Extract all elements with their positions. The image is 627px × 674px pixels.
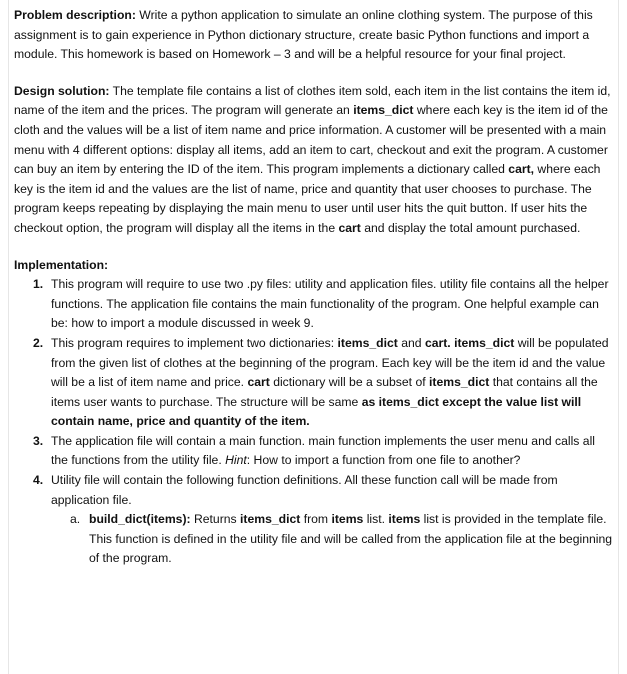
- bold-term: items_dict: [337, 335, 398, 350]
- list-item-text: This program requires to implement two dictionaries:: [51, 335, 338, 350]
- list-item-text: dictionary will be a subset of: [269, 375, 430, 390]
- list-number: 1.: [33, 277, 44, 292]
- bold-term: build_dict(items):: [89, 512, 191, 527]
- list-item-text: : How to import a function from one file to another?: [246, 453, 521, 468]
- list-item-text: that contains all the items user wants to purchase. The structure will be same: [51, 375, 598, 409]
- list-item-text: This program will require to use two .py files: utility and application files. utility file contains all the helper functions. The application file contains the main functionality of the program. One helpful example can be: how to import a module discussed in week 9.: [51, 277, 609, 331]
- design-text-3: where each key is the item id and the values are the list of name, price and quantity that user chooses to purchase. The program keeps repeating by displaying the main menu to user until user hits the quit button. If user hits the checkout option, the program will display all the items in the: [14, 162, 601, 235]
- bold-term: items_dict: [429, 375, 490, 390]
- list-item-text: and: [397, 335, 425, 350]
- sub-item-text: from: [300, 512, 332, 527]
- list-number: 3.: [33, 433, 44, 448]
- list-item-text: will be populated from the given list of clothes at the beginning of the program. Each key will be the item id and the value will be a list of item name and price.: [51, 335, 609, 390]
- bold-term: items_dict: [240, 512, 301, 527]
- list-item: [14, 471, 612, 569]
- bold-term: as items_dict except the value list will contain name, price and quantity of the item.: [51, 394, 582, 429]
- implementation-heading-text: Implementation:: [14, 257, 109, 272]
- design-heading: Design solution:: [14, 83, 110, 98]
- sub-item-text: Returns: [190, 512, 241, 527]
- list-item: [14, 275, 612, 334]
- document-content: [14, 6, 612, 569]
- problem-heading: Problem description:: [14, 8, 136, 22]
- document-page: [8, 0, 619, 674]
- sub-item-text: list.: [363, 512, 389, 527]
- design-bold-cart: cart,: [508, 162, 535, 177]
- bold-term: cart: [247, 375, 270, 390]
- sub-list-number: a.: [70, 512, 81, 527]
- sub-list-item: [51, 510, 612, 569]
- design-bold-items-dict: items_dict: [353, 103, 414, 118]
- list-item-text: Utility file will contain the following function definitions. All these function call will be made from application file.: [51, 473, 558, 507]
- list-number: 2.: [33, 335, 44, 350]
- list-item: [14, 334, 612, 432]
- hint-italic: Hint: [225, 453, 247, 468]
- bold-term: items: [388, 512, 421, 527]
- sub-item-text: list is provided in the template file. This function is defined in the utility file and will be called from the application file at the beginning of the program.: [89, 512, 613, 566]
- design-paragraph: [14, 82, 612, 239]
- sub-list: [51, 510, 612, 569]
- design-text-2: where each key is the item id of the cloth and the values will be a list of item name and price information. A customer will be presented with a main menu with 4 different options: display all items, add an item to cart, checkout and exit the program. A customer can buy an item by entering the ID of the item. This program implements a dictionary called: [14, 103, 608, 177]
- design-text-1: The template file contains a list of clothes item sold, each item in the list contains the item id, name of the item and the prices. The program will generate an: [14, 83, 611, 118]
- list-number: 4.: [33, 473, 44, 488]
- design-text-4: and display the total amount purchased.: [360, 220, 581, 235]
- list-item-text: The application file will contain a main function. main function implements the user menu and calls all the functions from the utility file.: [51, 433, 595, 468]
- design-bold-cart-2: cart: [338, 220, 361, 235]
- bold-term: items: [331, 512, 364, 527]
- implementation-heading: [14, 256, 612, 276]
- implementation-list: [14, 275, 612, 569]
- problem-text: Write a python application to simulate an online clothing system. The purpose of this assignment is to gain experience in Python dictionary structure, create basic Python functions and import a module. This homework is based on Homework – 3 and will be a helpful resource for your final project.: [14, 8, 593, 62]
- problem-paragraph: [14, 6, 612, 65]
- bold-term: cart. items_dict: [424, 335, 515, 350]
- list-item: [14, 432, 612, 471]
